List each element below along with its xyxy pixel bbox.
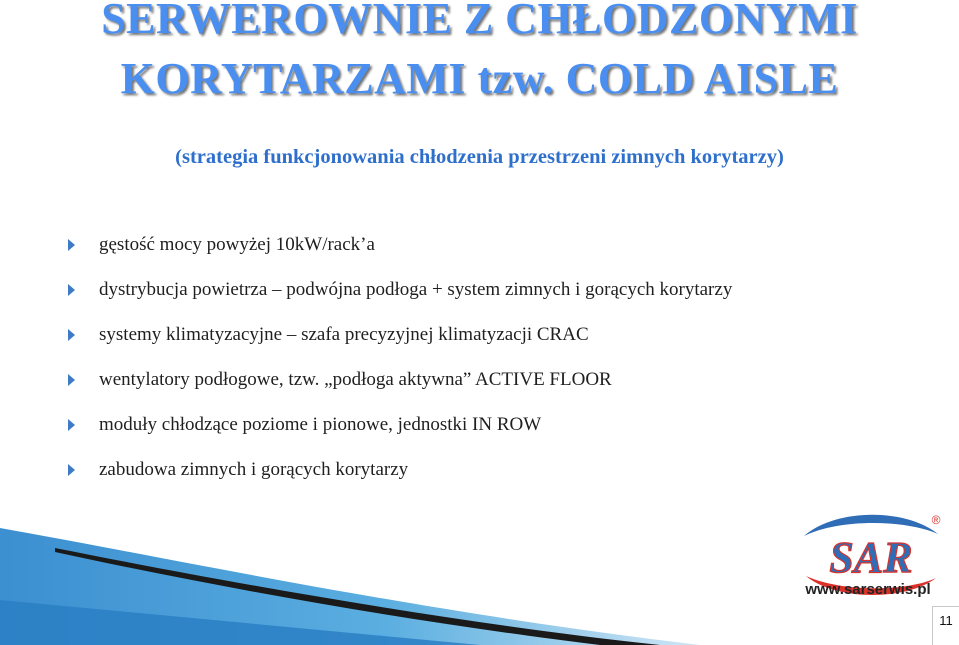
slide-title-line-1: SERWEROWNIE Z CHŁODZONYMI: [101, 0, 858, 43]
bullet-text: gęstość mocy powyżej 10kW/rack’a: [99, 233, 375, 255]
logo-text: SAR: [829, 533, 913, 582]
bullet-text: zabudowa zimnych i gorących korytarzy: [99, 458, 409, 480]
bullet-text: wentylatory podłogowe, tzw. „podłoga aktywna” ACTIVE FLOOR: [99, 368, 612, 390]
registered-mark: ®: [931, 513, 941, 527]
page-number: 11: [939, 613, 953, 628]
bullet-text: moduły chłodzące poziome i pionowe, jednostki IN ROW: [99, 413, 542, 435]
slide-title-line-2: KORYTARZAMI tzw. COLD AISLE: [120, 54, 839, 103]
logo-url: www.sarserwis.pl: [805, 581, 931, 598]
slide-subtitle: (strategia funkcjonowania chłodzenia przestrzeni zimnych korytarzy): [175, 146, 784, 168]
bullet-text: systemy klimatyzacyjne – szafa precyzyjnej klimatyzacji CRAC: [99, 323, 589, 345]
bullet-text: dystrybucja powietrza – podwójna podłoga + system zimnych i gorących korytarzy: [99, 278, 733, 300]
